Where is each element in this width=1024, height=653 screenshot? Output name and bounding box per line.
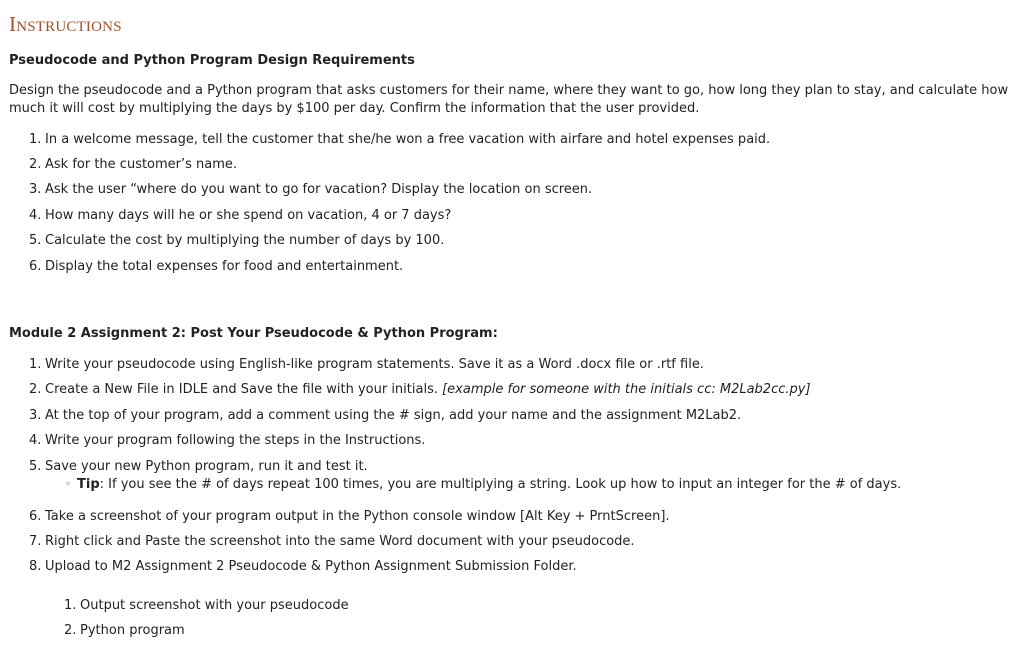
assignment-heading: Module 2 Assignment 2: Post Your Pseudocode & Python Program: (9, 326, 498, 341)
list-item: 1. Output screenshot with your pseudocode (64, 598, 349, 613)
list-item: 1. In a welcome message, tell the customer that she/he won a free vacation with airfare and hotel expenses paid. (29, 132, 771, 147)
page-title: Instructions (9, 12, 122, 36)
list-item: 2. Ask for the customer’s name. (29, 157, 238, 172)
tip-note (65, 477, 901, 492)
tip-text: : If you see the # of days repeat 100 times, you are multiplying a string. Look up how to input an integer for the # of days. (99, 477, 902, 492)
tip-label: Tip (77, 477, 100, 492)
list-item: 4. Write your program following the steps in the Instructions. (29, 433, 426, 448)
list-item: 6. Display the total expenses for food and entertainment. (29, 259, 404, 274)
list-item: 2. Create a New File in IDLE and Save the file with your initials. [example for someone with the initials cc: M2Lab2cc.py] (29, 382, 811, 397)
list-item: 1. Write your pseudocode using English-like program statements. Save it as a Word .docx file or .rtf file. (29, 357, 704, 372)
design-description: Design the pseudocode and a Python program that asks customers for their name, where they want to go, how long they plan to stay, and calculate how much it will cost by multiplying the days by $100 per day. Confirm the information that the user provided. (9, 83, 1009, 116)
list-item: 5. Calculate the cost by multiplying the number of days by 100. (29, 233, 445, 248)
list-item: 2. Python program (64, 623, 185, 638)
list-item: 3. Ask the user “where do you want to go for vacation? Display the location on screen. (29, 182, 593, 197)
example-filename: [example for someone with the initials cc: M2Lab2cc.py] (442, 382, 811, 397)
list-item: 7. Right click and Paste the screenshot into the same Word document with your pseudocode. (29, 534, 635, 549)
circle-bullet-icon: ◦ (65, 479, 71, 490)
list-item: 6. Take a screenshot of your program output in the Python console window [Alt Key + PrntScreen]. (29, 509, 670, 524)
list-item: 3. At the top of your program, add a comment using the # sign, add your name and the assignment M2Lab2. (29, 408, 742, 423)
list-item: 5. Save your new Python program, run it and test it. (29, 459, 368, 474)
design-requirements-heading: Pseudocode and Python Program Design Requirements (9, 53, 415, 68)
list-item: 4. How many days will he or she spend on vacation, 4 or 7 days? (29, 208, 452, 223)
list-item: 8. Upload to M2 Assignment 2 Pseudocode & Python Assignment Submission Folder. (29, 559, 577, 574)
